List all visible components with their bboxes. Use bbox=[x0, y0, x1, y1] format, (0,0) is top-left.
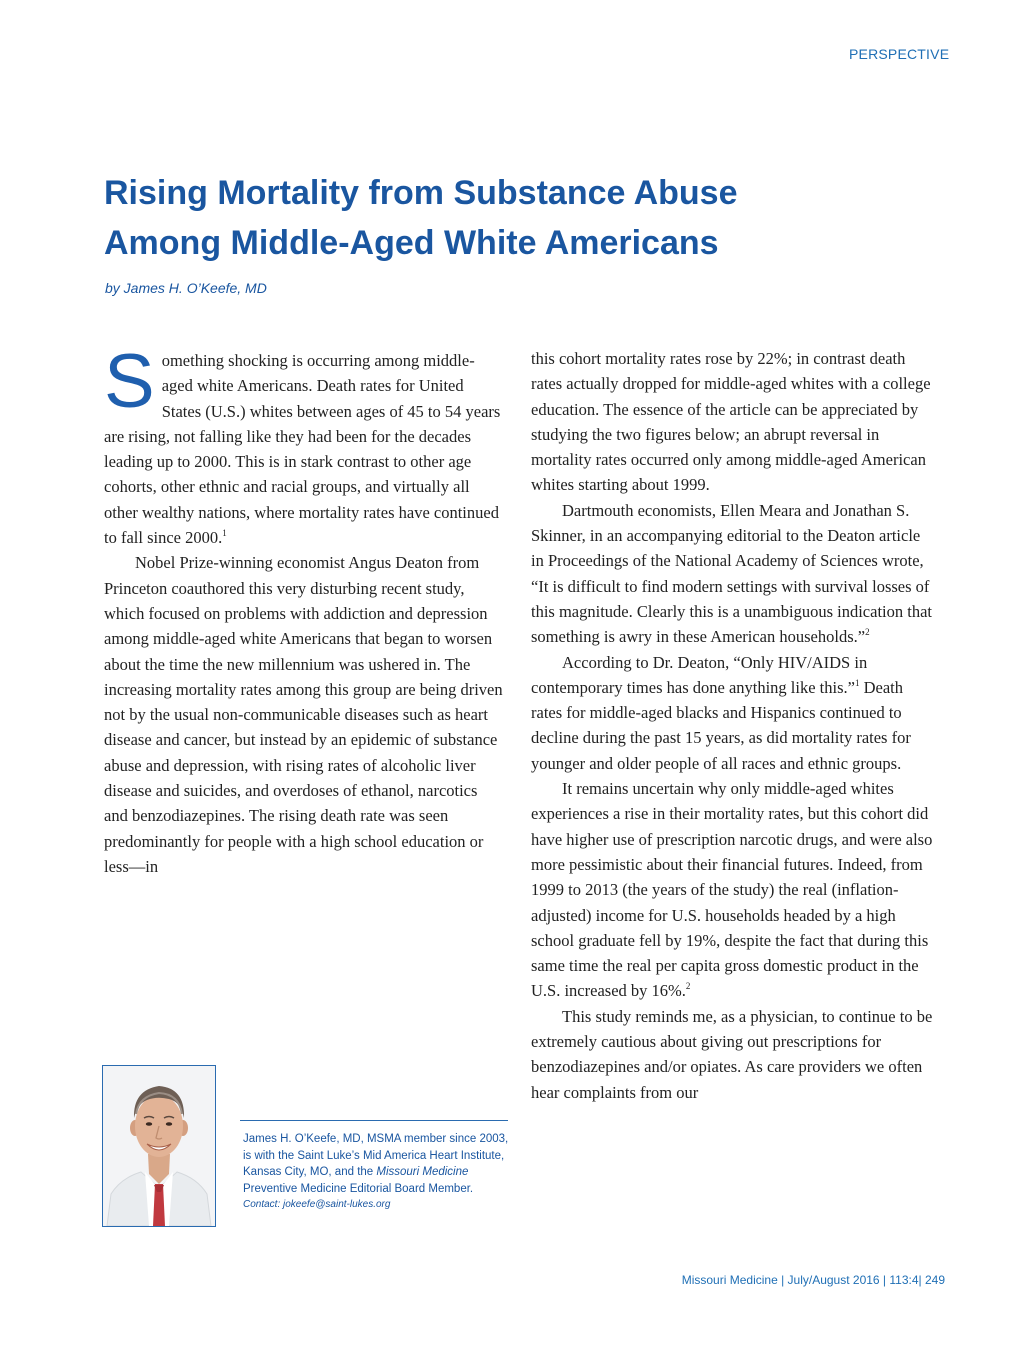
reference-marker: 2 bbox=[685, 981, 691, 992]
author-contact: Contact: jokeefe@saint-lukes.org bbox=[243, 1199, 391, 1210]
bio-text-b: Preventive Medicine Editorial Board Member. bbox=[243, 1182, 474, 1195]
paragraph-3: this cohort mortality rates rose by 22%; in contrast death rates actually dropped for middle-aged whites with a college education. The essence of the article can be appreciated by studying the two figures below; an abrupt reversal in mortality rates occurred only among middle-aged American whites starting about 1999. bbox=[531, 349, 931, 495]
paragraph-5-text-b: Death rates for middle-aged blacks and Hispanics continued to decline during the past 15 years, as did mortality rates for younger and older people of all races and ethnic groups. bbox=[531, 677, 911, 773]
left-column bbox=[104, 339, 504, 879]
section-label: PERSPECTIVE bbox=[849, 46, 950, 62]
bio-text-a: James H. O’Keefe, MD, MSMA member since 2003, is with the Saint Luke’s Mid America Heart Institute, Kansas City, MO, and the bbox=[243, 1133, 509, 1178]
title-line-2: Among Middle-Aged White Americans bbox=[104, 224, 719, 262]
paragraph-4-text: Dartmouth economists, Ellen Meara and Jonathan S. Skinner, in an accompanying editorial to the Deaton article in Proceedings of the National Academy of Sciences wrote, “It is difficult to find modern settings with survival losses of this magnitude. Clearly this is a unambiguous indication that something is awry in these American households.” bbox=[531, 500, 932, 647]
article-title bbox=[104, 168, 864, 268]
journal-name: Missouri Medicine bbox=[376, 1166, 469, 1178]
drop-cap: S bbox=[104, 339, 155, 424]
paragraph-4 bbox=[531, 498, 937, 650]
reference-marker: 1 bbox=[854, 677, 860, 688]
reference-marker: 1 bbox=[222, 528, 227, 539]
paragraph-7: This study reminds me, as a physician, to continue to be extremely cautious about giving out prescriptions for benzodiazepines and/or opiates. As care providers we often hear complaints from our bbox=[531, 1006, 933, 1102]
bio-divider bbox=[240, 1120, 508, 1121]
paragraph-6 bbox=[531, 776, 937, 1004]
paragraph-1 bbox=[104, 339, 504, 550]
paragraph-2: Nobel Prize-winning economist Angus Deaton from Princeton coauthored this very disturbing recent study, which focused on problems with addiction and depression among middle-aged white Americans that began to worsen about the time the new millennium was ushered in. The increasing mortality rates among this group are being driven not by the usual non-communicable diseases such as heart disease and cancer, but instead by an epidemic of substance abuse and depression, with rising rates of alcoholic liver disease and suicides, and overdoses of ethanol, narcotics and benzodiazepines. The rising death rate was seen predominantly for people with a high school education or less—in bbox=[104, 553, 503, 876]
author-photo bbox=[102, 1065, 216, 1227]
paragraph-6-text: It remains uncertain why only middle-aged whites experiences a rise in their mortality rates, but this cohort did have higher use of prescription narcotic drugs, and were also more pessimistic about their financial futures. Indeed, from 1999 to 2013 (the years of the study) the real (inflation-adjusted) income for U.S. households headed by a high school graduate fell by 19%, despite the fact that during this same time the real per capita gross domestic product in the U.S. increased by 16%. bbox=[531, 779, 933, 1001]
paragraph-5 bbox=[531, 650, 937, 776]
author-portrait-icon bbox=[103, 1066, 215, 1226]
right-column bbox=[531, 346, 937, 1105]
reference-marker: 2 bbox=[865, 627, 870, 638]
paragraph-5-text-a: According to Dr. Deaton, “Only HIV/AIDS in contemporary times has done anything like this.” bbox=[531, 652, 868, 697]
author-bio bbox=[243, 1131, 513, 1214]
page-footer: Missouri Medicine | July/August 2016 | 113:4| 249 bbox=[681, 1273, 945, 1287]
paragraph-1-text: omething shocking is occurring among middle-aged white Americans. Death rates for United States (U.S.) whites between ages of 45 to 54 years are rising, not falling like they had been for the decades leading up to 2000. This is in stark contrast to other age cohorts, other ethnic and racial groups, and virtually all other wealthy nations, where mortality rates have continued to fall since 2000. bbox=[104, 351, 501, 548]
byline: by James H. O’Keefe, MD bbox=[105, 280, 267, 296]
title-line-1: Rising Mortality from Substance Abuse bbox=[104, 174, 738, 212]
